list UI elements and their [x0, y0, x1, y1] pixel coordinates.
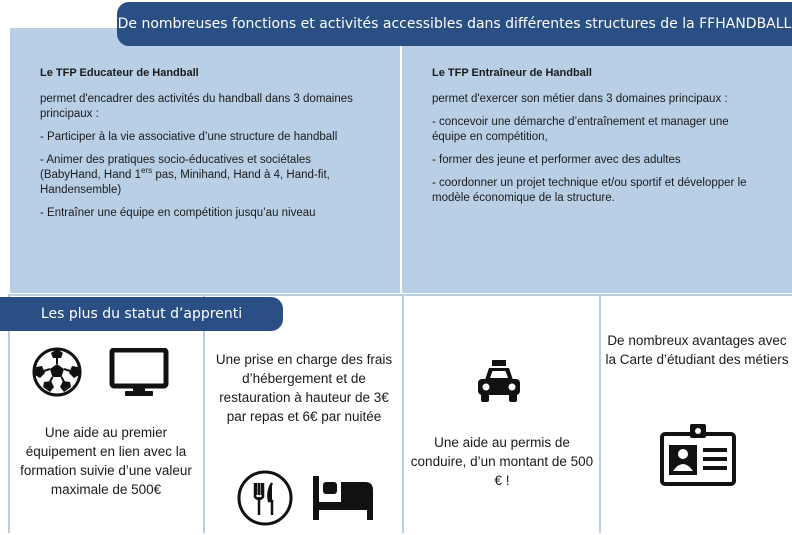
lodging-text: Une prise en charge des frais d’hébergement et de restauration à hauteur de 3€ par repas et 6€ par nuitée — [215, 352, 393, 424]
educateur-item-2-text: - Animer des pratiques socio-éducatives et sociétales (BabyHand, Hand 1 — [40, 154, 312, 181]
taxi-icon — [474, 358, 524, 406]
educateur-item-3: - Entraîner une équipe en compétition jusqu’au niveau — [40, 207, 316, 219]
id-card-icon — [658, 420, 738, 490]
entraineur-heading: Le TFP Entraîneur de Handball — [432, 67, 592, 79]
apprenti-divider — [402, 294, 404, 533]
apprenti-divider — [599, 294, 601, 533]
entraineur-column — [432, 66, 762, 214]
page-title: De nombreuses fonctions et activités accessibles dans différentes structures de la FFHANDBALL — [117, 2, 792, 46]
soccer-ball-icon — [32, 347, 82, 397]
driving-license-text: Une aide au permis de conduire, d’un montant de 500 € ! — [410, 435, 594, 488]
educateur-item-2 — [40, 153, 370, 198]
educateur-intro: permet d'encadrer des activités du handball dans 3 domaines principaux : — [40, 93, 353, 120]
bed-icon — [310, 472, 376, 524]
educateur-heading: Le TFP Educateur de Handball — [40, 67, 199, 79]
entraineur-item-2: - former des jeune et performer avec des adultes — [432, 154, 681, 166]
educateur-item-2-rest: pas, Minihand, Hand à 4, Hand-fit, Handensemble) — [40, 169, 330, 196]
educateur-item-2-sup: ers — [141, 166, 153, 176]
monitor-icon — [108, 348, 170, 398]
column-divider — [400, 28, 402, 293]
educateur-column — [40, 66, 370, 229]
cutlery-icon — [236, 469, 294, 527]
entraineur-intro: permet d'exercer son métier dans 3 domaines principaux : — [432, 93, 728, 105]
educateur-item-1: - Participer à la vie associative d’une structure de handball — [40, 131, 338, 143]
entraineur-item-3: - coordonner un projet technique et/ou sportif et développer le modèle économique de la structure. — [432, 177, 747, 204]
student-card-text: De nombreux avantages avec la Carte d’étudiant des métiers — [605, 333, 789, 367]
entraineur-item-1: - concevoir une démarche d’entraînement et manager une équipe en compétition, — [432, 116, 729, 143]
equipment-text: Une aide au premier équipement en lien avec la formation suivie d’une valeur maximale de 500€ — [20, 425, 192, 497]
apprenti-title: Les plus du statut d’apprenti — [0, 297, 283, 331]
